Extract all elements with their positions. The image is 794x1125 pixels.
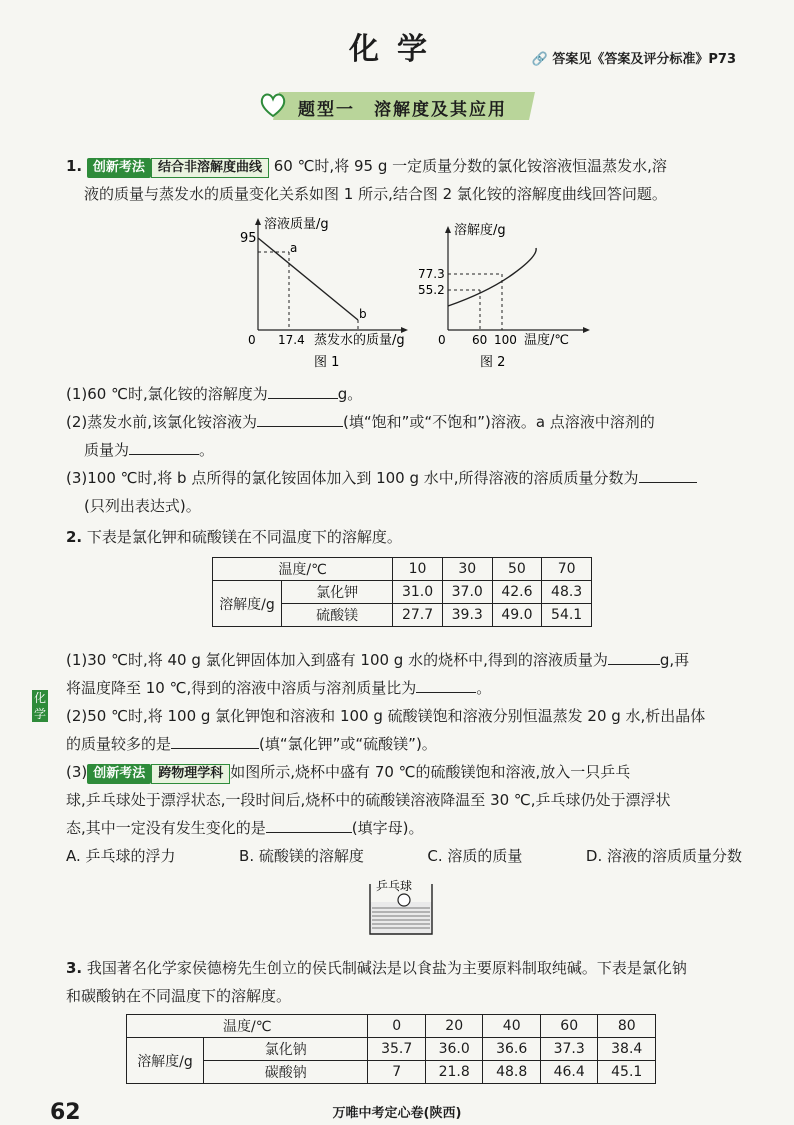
- temp-cell: 30: [442, 558, 492, 581]
- fig2-xlabel: 温度/℃: [524, 333, 569, 348]
- section-title: 题型一 溶解度及其应用: [298, 100, 507, 120]
- q1-sub2-cont: 质量为 。: [84, 441, 215, 459]
- figure-2-graph: [418, 222, 608, 372]
- book-title: 万唯中考定心卷(陕西): [332, 1106, 462, 1121]
- value-cell: 45.1: [598, 1061, 656, 1084]
- point-a-label: a: [290, 241, 298, 255]
- question-2-subparts: [66, 646, 746, 870]
- answer-blank[interactable]: [266, 832, 352, 833]
- substance-name: 氯化钾: [282, 581, 393, 604]
- temp-cell: 60: [540, 1015, 598, 1038]
- q2-stem: 下表是氯化钾和硫酸镁在不同温度下的溶解度。: [86, 528, 402, 546]
- figure-1-graph: [228, 212, 414, 372]
- value-cell: 35.7: [368, 1038, 426, 1061]
- question-1-subparts: [66, 380, 746, 520]
- q1-sub3-cont: (只列出表达式)。: [84, 497, 201, 515]
- question-number: 3.: [66, 959, 83, 977]
- tag-innovation: 创新考法: [87, 764, 151, 784]
- value-cell: 27.7: [393, 604, 443, 627]
- solution-fill: [370, 902, 432, 934]
- stem-line-2: 液的质量与蒸发水的质量变化关系如图 1 所示,结合图 2 氯化铵的溶解度曲线回答问题。: [84, 185, 667, 203]
- temp-header: 温度/℃: [127, 1015, 368, 1038]
- fig1-ytick: 95: [240, 231, 257, 246]
- heart-icon: [258, 90, 288, 120]
- point-b-label: b: [359, 307, 367, 321]
- value-cell: 54.1: [542, 604, 592, 627]
- solubility-header: 溶解度/g: [213, 581, 282, 627]
- fig2-caption: 图 2: [480, 355, 506, 370]
- option-d: D. 溶液的溶质质量分数: [585, 847, 742, 865]
- q2-sub2-cont: 的质量较多的是 (填“氯化钾”或“硫酸镁”)。: [66, 735, 437, 753]
- fig1-ylabel: 溶液质量/g: [264, 217, 329, 232]
- answer-reference: 🔗 答案见《答案及评分标准》P73: [531, 52, 736, 67]
- q3-stem-line-1: 我国著名化学家侯德榜先生创立的侯氏制碱法是以食盐为主要原料制取纯碱。下表是氯化钠: [86, 959, 687, 977]
- value-cell: 39.3: [442, 604, 492, 627]
- value-cell: 42.6: [492, 581, 542, 604]
- value-cell: 31.0: [393, 581, 443, 604]
- beaker-figure: [362, 874, 442, 938]
- temp-header: 温度/℃: [213, 558, 393, 581]
- option-b: B. 硫酸镁的溶解度: [239, 847, 364, 865]
- fig2-ytick-low: 55.2: [418, 283, 445, 297]
- value-cell: 36.6: [483, 1038, 541, 1061]
- answer-blank[interactable]: [257, 426, 343, 427]
- fig2-ylabel: 溶解度/g: [454, 223, 506, 238]
- value-cell: 21.8: [425, 1061, 483, 1084]
- stem-line-1: 60 ℃时,将 95 g 一定质量分数的氯化铵溶液恒温蒸发水,溶: [273, 157, 667, 175]
- solubility-header: 溶解度/g: [127, 1038, 204, 1084]
- tag-topic: 跨物理学科: [151, 764, 230, 784]
- value-cell: 49.0: [492, 604, 542, 627]
- q2-sub3-cont: 球,乒乓球处于漂浮状态,一段时间后,烧杯中的硫酸镁溶液降温至 30 ℃,乒乓球仍处于漂浮状: [66, 791, 671, 809]
- q2-solubility-table: [212, 557, 592, 627]
- temp-cell: 20: [425, 1015, 483, 1038]
- fig2-xtick-60: 60: [472, 333, 488, 347]
- tag-topic: 结合非溶解度曲线: [151, 158, 269, 178]
- section-banner: [258, 88, 534, 124]
- tag-innovation: 创新考法: [87, 158, 151, 178]
- answer-blank[interactable]: [171, 748, 259, 749]
- q1-sub2: (2)蒸发水前,该氯化铵溶液为 (填“饱和”或“不饱和”)溶液。a 点溶液中溶剂的: [66, 413, 655, 431]
- fig1-caption: 图 1: [314, 355, 340, 370]
- value-cell: 37.3: [540, 1038, 598, 1061]
- page-title: 化学: [349, 32, 445, 67]
- fig2-origin: 0: [438, 333, 446, 347]
- page-number: 62: [50, 1100, 81, 1125]
- solubility-curve: [448, 248, 536, 306]
- q1-sub3: (3)100 ℃时,将 b 点所得的氯化铵固体加入到 100 g 水中,所得溶液的溶质质量分数为: [66, 464, 746, 492]
- temp-cell: 50: [492, 558, 542, 581]
- question-number: 2.: [66, 528, 83, 546]
- temp-cell: 70: [542, 558, 592, 581]
- q2-sub3-cont2: 态,其中一定没有发生变化的是 (填字母)。: [66, 819, 424, 837]
- q3-solubility-table: [126, 1014, 656, 1084]
- option-c: C. 溶质的质量: [427, 847, 523, 865]
- temp-cell: 40: [483, 1015, 541, 1038]
- question-3: [66, 954, 746, 1010]
- answer-blank[interactable]: [268, 398, 338, 399]
- mass-line: [258, 238, 358, 320]
- q2-sub1: (1)30 ℃时,将 40 g 氯化钾固体加入到盛有 100 g 水的烧杯中,得到的溶液质量为 g,再: [66, 651, 690, 669]
- q2-sub2: (2)50 ℃时,将 100 g 氯化钾饱和溶液和 100 g 硫酸镁饱和溶液分别恒温蒸发 20 g 水,析出晶体: [66, 707, 706, 725]
- value-cell: 7: [368, 1061, 426, 1084]
- temp-cell: 80: [598, 1015, 656, 1038]
- fig1-xtick: 17.4: [278, 333, 305, 347]
- question-1: [66, 152, 746, 208]
- value-cell: 48.8: [483, 1061, 541, 1084]
- temp-cell: 0: [368, 1015, 426, 1038]
- temp-cell: 10: [393, 558, 443, 581]
- value-cell: 46.4: [540, 1061, 598, 1084]
- fig2-xtick-100: 100: [494, 333, 517, 347]
- q2-sub3: (3) 创新考法 跨物理学科 如图所示,烧杯中盛有 70 ℃的硫酸镁饱和溶液,放入一只乒乓: [66, 758, 746, 786]
- question-2: [66, 523, 746, 551]
- q2-sub1-cont: 将温度降至 10 ℃,得到的溶液中溶质与溶剂质量比为 。: [66, 679, 492, 697]
- substance-name: 氯化钠: [204, 1038, 368, 1061]
- value-cell: 36.0: [425, 1038, 483, 1061]
- fig1-origin: 0: [248, 333, 256, 347]
- value-cell: 37.0: [442, 581, 492, 604]
- q3-stem-line-2: 和碳酸钠在不同温度下的溶解度。: [66, 987, 292, 1005]
- fig2-ytick-high: 77.3: [418, 267, 445, 281]
- question-number: 1.: [66, 157, 83, 175]
- answer-blank[interactable]: [608, 664, 660, 665]
- substance-name: 硫酸镁: [282, 604, 393, 627]
- q2-options: [66, 842, 746, 870]
- q1-sub1: (1)60 ℃时,氯化铵的溶解度为 g。: [66, 385, 363, 403]
- value-cell: 48.3: [542, 581, 592, 604]
- link-icon: 🔗: [531, 52, 548, 67]
- answer-blank[interactable]: [129, 454, 199, 455]
- answer-blank[interactable]: [639, 482, 697, 483]
- ping-pong-ball: [398, 894, 410, 906]
- fig1-xlabel: 蒸发水的质量/g: [314, 333, 405, 348]
- answer-blank[interactable]: [416, 692, 476, 693]
- ball-label: 乒乓球: [376, 879, 413, 893]
- subject-side-tab: 化学: [33, 691, 46, 721]
- option-a: A. 乒乓球的浮力: [66, 847, 176, 865]
- value-cell: 38.4: [598, 1038, 656, 1061]
- substance-name: 碳酸钠: [204, 1061, 368, 1084]
